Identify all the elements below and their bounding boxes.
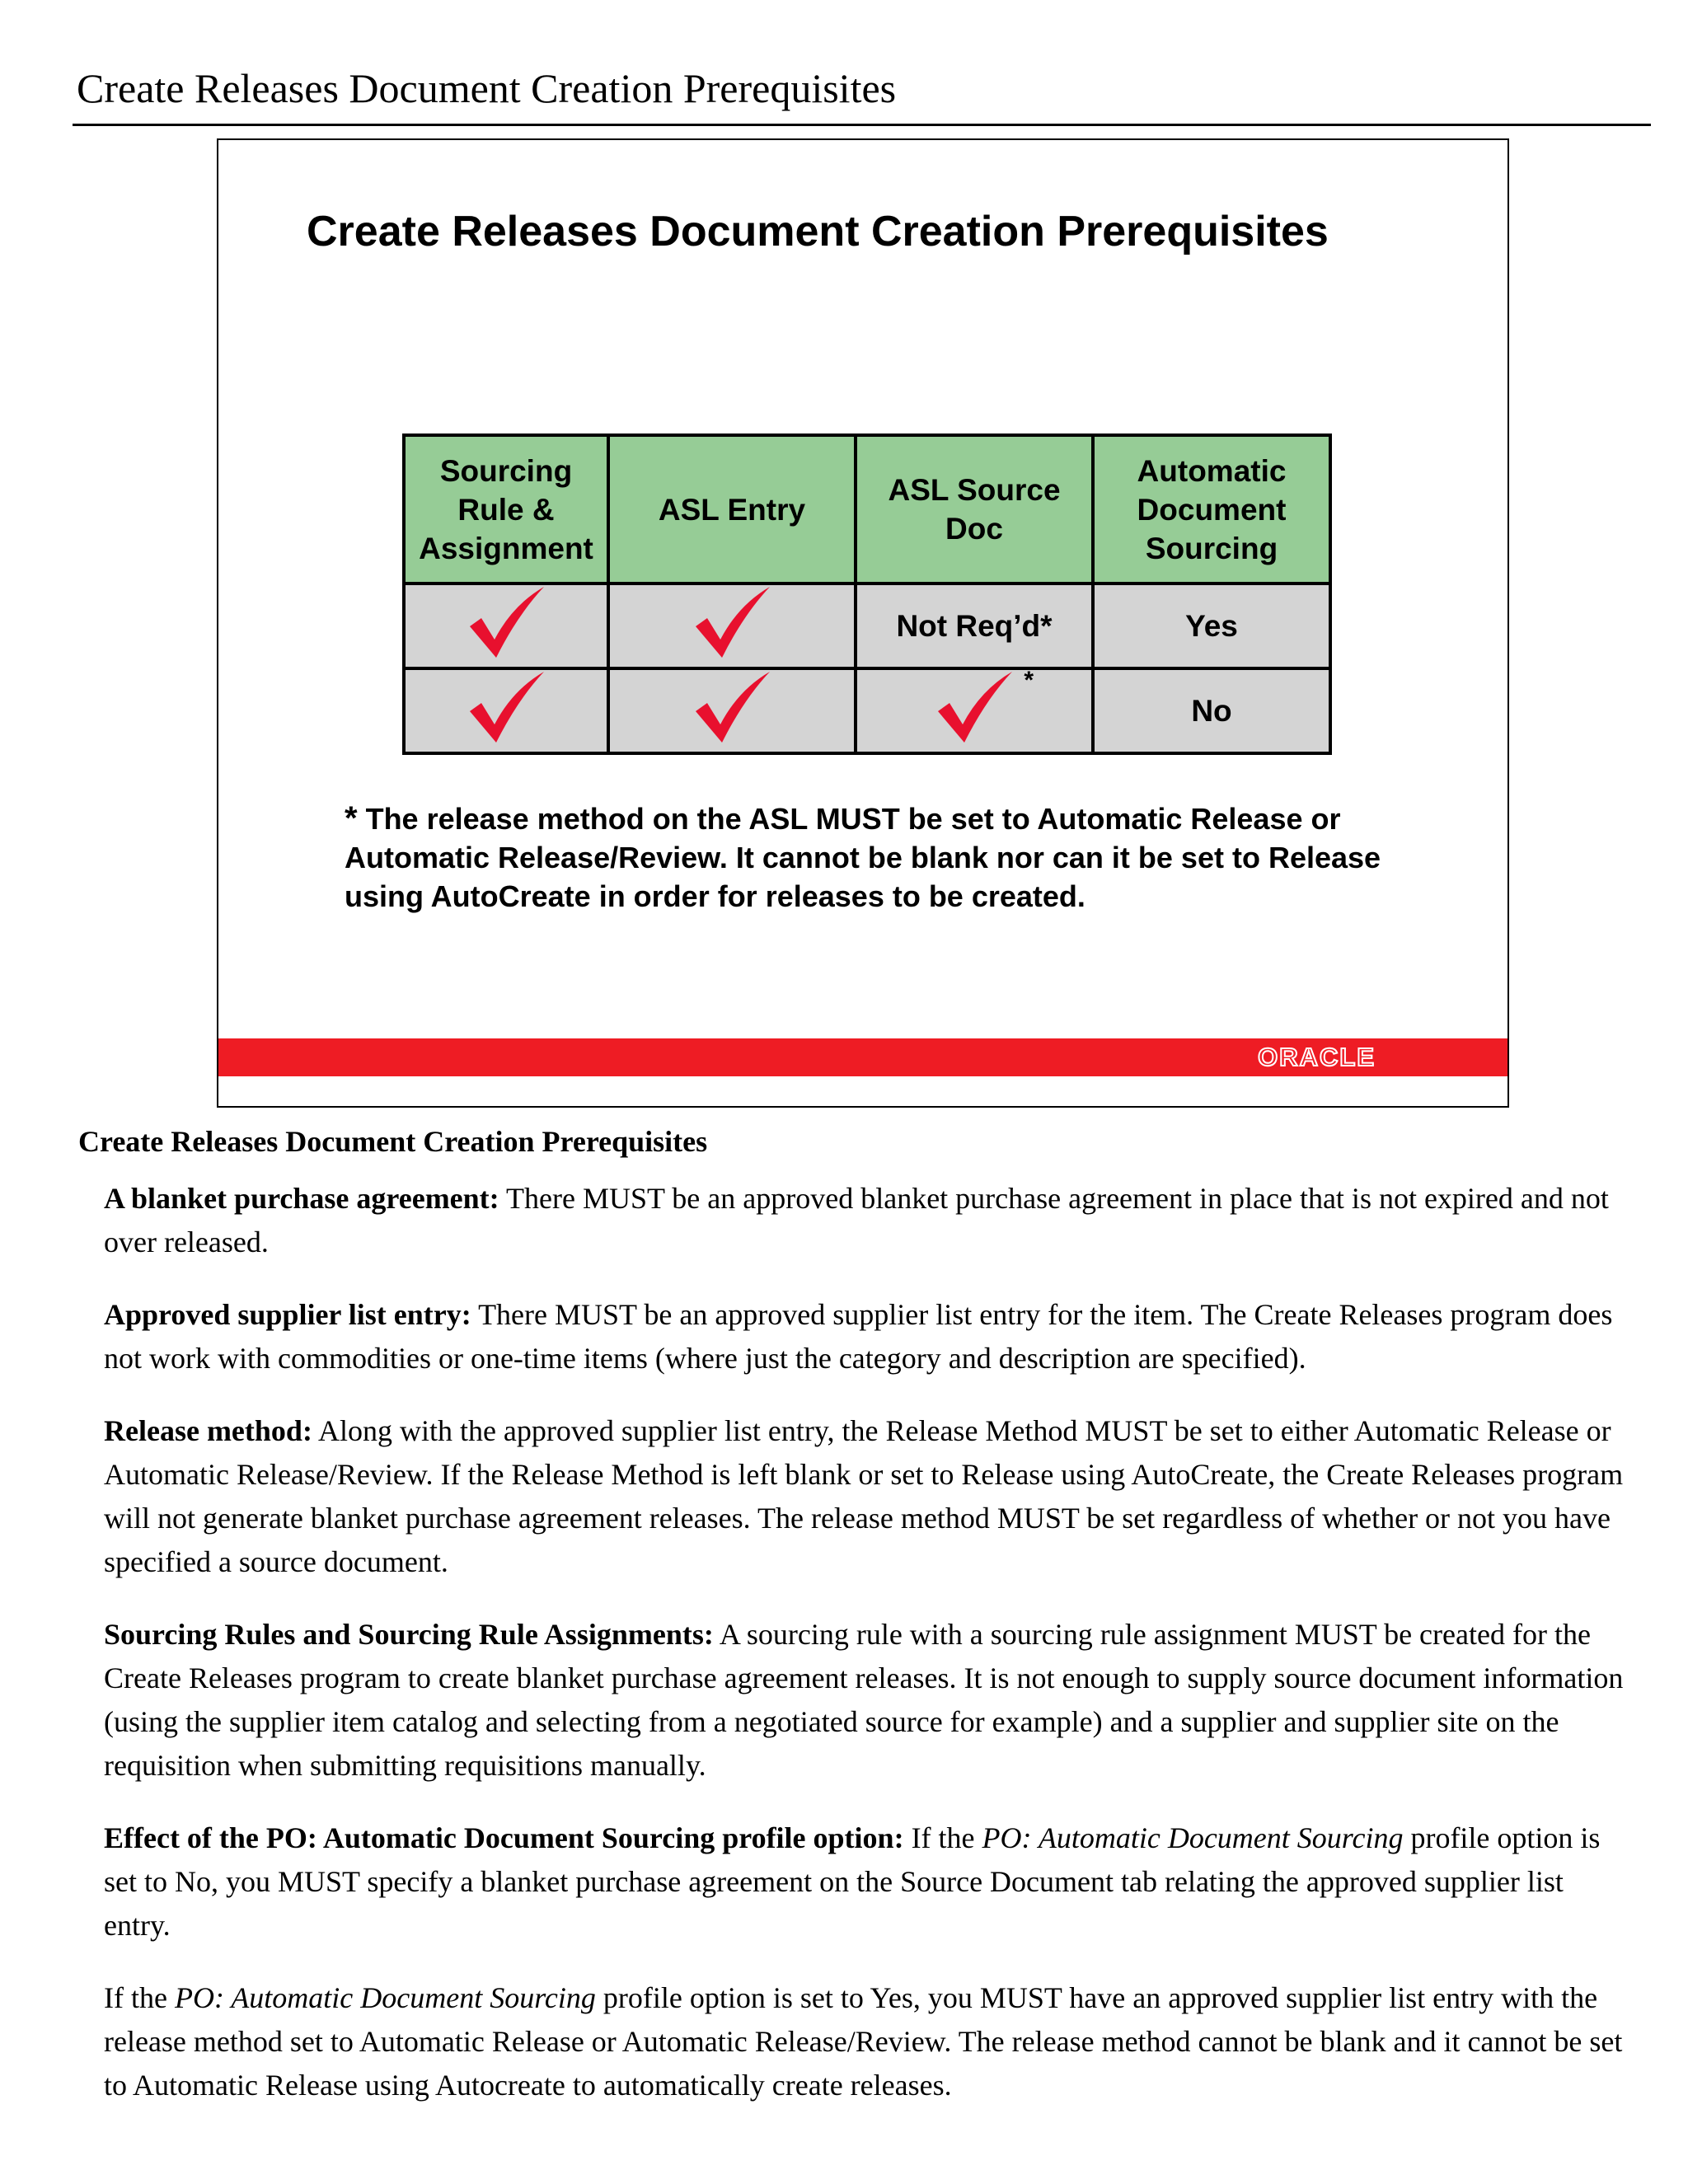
check-mark-icon — [691, 585, 773, 659]
cell-asl-entry — [608, 583, 856, 668]
check-mark-icon — [691, 670, 773, 744]
footnote-star: * — [345, 800, 358, 837]
header-divider — [73, 124, 1651, 126]
cell-automatic-document-sourcing: No — [1093, 668, 1330, 753]
notes-paragraph: A blanket purchase agreement: There MUST be an approved blanket purchase agreement in place that is not expired and not over released. — [104, 1182, 1609, 1258]
paragraph-label: Effect of the PO: Automatic Document Sourcing profile option: — [104, 1821, 904, 1854]
notes-body — [104, 1177, 1637, 2136]
cell-automatic-document-sourcing: Yes — [1093, 583, 1330, 668]
cell-asl-source-doc — [856, 668, 1093, 753]
slide-footnote — [345, 799, 1416, 916]
slide-title: Create Releases Document Creation Prerequisites — [307, 208, 1329, 255]
notes-paragraph: Approved supplier list entry: There MUST be an approved supplier list entry for the item. The Create Releases program does not work with commodities or one-time items (where just the category and description are specified). — [104, 1298, 1613, 1375]
notes-heading: Create Releases Document Creation Prerequisites — [78, 1125, 708, 1158]
paragraph-label: A blanket purchase agreement: — [104, 1182, 499, 1215]
notes-paragraph: Effect of the PO: Automatic Document Sourcing profile option: If the PO: Automatic Document Sourcing profile option is set to No, you MUST specify a blanket purchase agreement on the Source Document tab relating the approved supplier list entry. — [104, 1821, 1601, 1942]
prerequisites-table — [402, 434, 1332, 755]
notes-paragraph: Release method: Along with the approved supplier list entry, the Release Method MUST be set to either Automatic Release or Automatic Release/Review. If the Release Method is left blank or set to Release using AutoCreate, the Create Releases program will not generate blanket purchase agreement releases. The release method MUST be set regardless of whether or not you have specified a source document. — [104, 1414, 1624, 1578]
page-header: Create Releases Document Creation Prerequisites — [77, 65, 897, 111]
check-mark-icon — [933, 667, 1034, 744]
footnote-text: The release method on the ASL MUST be set to Automatic Release or Automatic Release/Review. It cannot be blank nor can it be set to Release using AutoCreate in order for releases to be created. — [345, 802, 1381, 913]
paragraph-label: Approved supplier list entry: — [104, 1298, 471, 1331]
cell-asl-source-doc: Not Req’d* — [856, 583, 1093, 668]
table-row — [404, 583, 1330, 668]
check-mark-icon — [465, 585, 547, 659]
notes-paragraph: If the PO: Automatic Document Sourcing profile option is set to Yes, you MUST have an approved supplier list entry with the release method set to Automatic Release or Automatic Release/Review. The release method cannot be blank and it cannot be set to Automatic Release using Autocreate to automatically create releases. — [104, 1981, 1623, 2102]
notes-paragraph: Sourcing Rules and Sourcing Rule Assignments: A sourcing rule with a sourcing rule assignment MUST be created for the Create Releases program to create blanket purchase agreement releases. It is not enough to supply source document information (using the supplier item catalog and selecting from a negotiated source for example) and a supplier and supplier site on the requisition when submitting requisitions manually. — [104, 1618, 1624, 1782]
slide-panel — [217, 138, 1509, 1108]
header-automatic-document-sourcing: Automatic Document Sourcing — [1093, 435, 1330, 583]
paragraph-label: Release method: — [104, 1414, 312, 1447]
cell-sourcing-rule — [404, 668, 608, 753]
paragraph-label: Sourcing Rules and Sourcing Rule Assignments: — [104, 1618, 714, 1651]
header-asl-source-doc: ASL Source Doc — [856, 435, 1093, 583]
table-row — [404, 668, 1330, 753]
table-header-row — [404, 435, 1330, 583]
check-mark-icon — [465, 670, 547, 744]
header-asl-entry: ASL Entry — [608, 435, 856, 583]
cell-sourcing-rule — [404, 583, 608, 668]
footnote-star: * — [1024, 667, 1034, 694]
header-sourcing-rule-assignment: Sourcing Rule & Assignment — [404, 435, 608, 583]
cell-asl-entry — [608, 668, 856, 753]
oracle-logo: ORACLE — [1258, 1043, 1376, 1071]
